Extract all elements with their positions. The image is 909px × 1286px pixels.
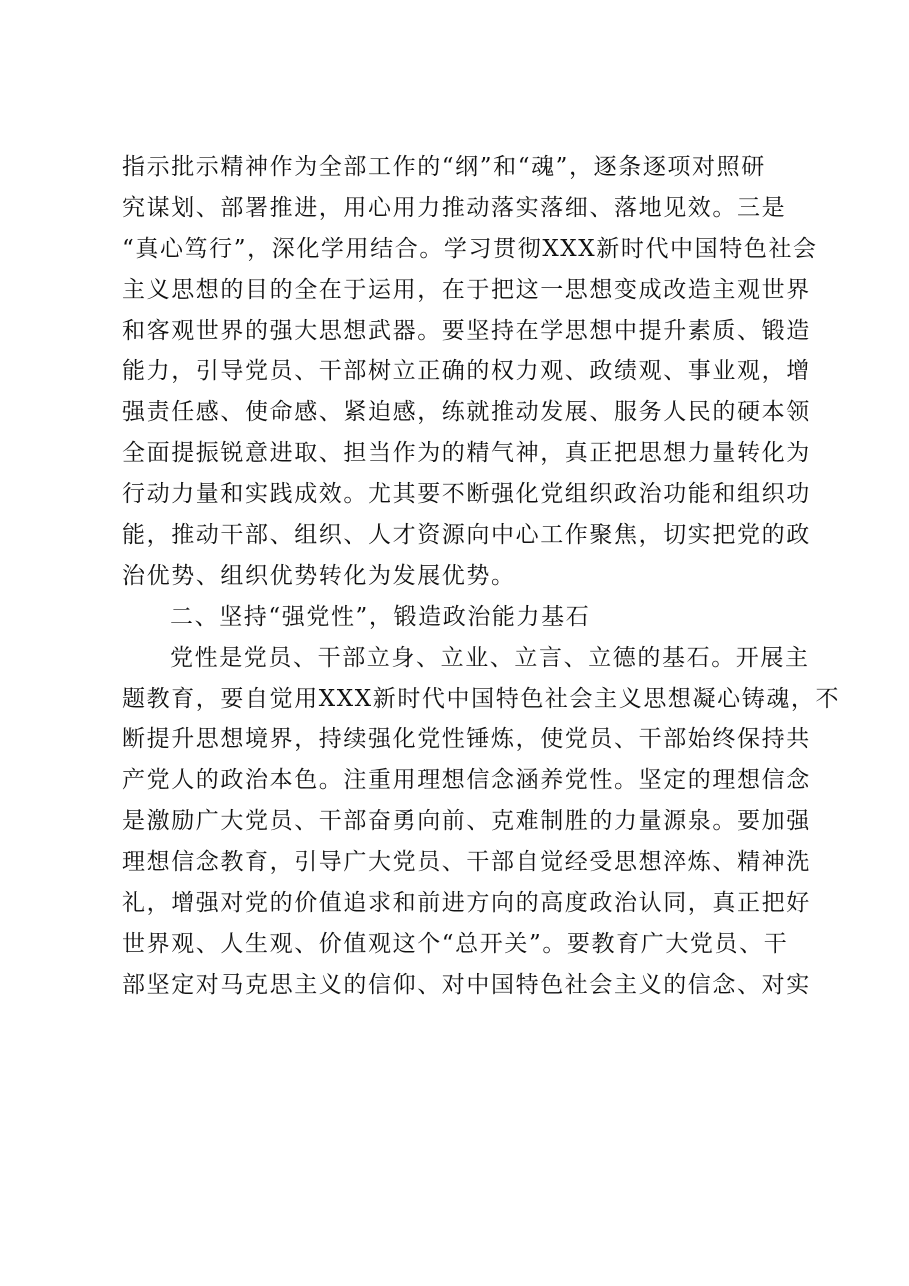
body-text-line: 究谋划、部署推进，用心用力推动落实落细、落地见效。三是 bbox=[122, 194, 787, 221]
body-text-line: 主义思想的目的全在于运用，在于把这一思想变成改造主观世界 bbox=[122, 276, 811, 303]
body-text-line: 世界观、人生观、价值观这个“总开关”。要教育广大党员、干 bbox=[122, 930, 789, 957]
body-text-line: 理想信念教育，引导广大党员、干部自觉经受思想淬炼、精神洗 bbox=[122, 849, 811, 876]
body-text-line: 礼，增强对党的价值追求和前进方向的高度政治认同，真正把好 bbox=[122, 890, 811, 917]
body-text-line: 断提升思想境界，持续强化党性锤炼，使党员、干部始终保持共 bbox=[122, 726, 811, 753]
body-text-line: 产党人的政治本色。注重用理想信念涵养党性。坚定的理想信念 bbox=[122, 767, 811, 794]
section-heading: 二、坚持“强党性”，锻造政治能力基石 bbox=[170, 603, 591, 630]
paragraph-start-line: 党性是党员、干部立身、立业、立言、立德的基石。开展主 bbox=[170, 644, 810, 671]
body-text-line: 指示批示精神作为全部工作的“纲”和“魂”，逐条逐项对照研 bbox=[122, 154, 766, 180]
body-text-line: “真心笃行”，深化学用结合。学习贯彻XXX新时代中国特色社会 bbox=[122, 235, 818, 262]
body-text-line: 是激励广大党员、干部奋勇向前、克难制胜的力量源泉。要加强 bbox=[122, 808, 811, 835]
body-text-line: 能力，引导党员、干部树立正确的权力观、政绩观、事业观，增 bbox=[122, 358, 811, 385]
body-text-line: 题教育，要自觉用XXX新时代中国特色社会主义思想凝心铸魂，不 bbox=[122, 685, 841, 712]
body-text-line: 全面提振锐意进取、担当作为的精气神，真正把思想力量转化为 bbox=[122, 440, 811, 467]
body-text-line: 和客观世界的强大思想武器。要坚持在学思想中提升素质、锻造 bbox=[122, 317, 811, 344]
body-text-line: 能，推动干部、组织、人才资源向中心工作聚焦，切实把党的政 bbox=[122, 522, 811, 549]
body-text-line: 行动力量和实践成效。尤其要不断强化党组织政治功能和组织功 bbox=[122, 481, 811, 508]
body-text-line: 治优势、组织优势转化为发展优势。 bbox=[122, 562, 516, 589]
body-text-line: 部坚定对马克思主义的信仰、对中国特色社会主义的信念、对实 bbox=[122, 971, 811, 998]
document-body bbox=[122, 147, 841, 1006]
body-text-line: 强责任感、使命感、紧迫感，练就推动发展、服务人民的硬本领 bbox=[122, 399, 811, 426]
